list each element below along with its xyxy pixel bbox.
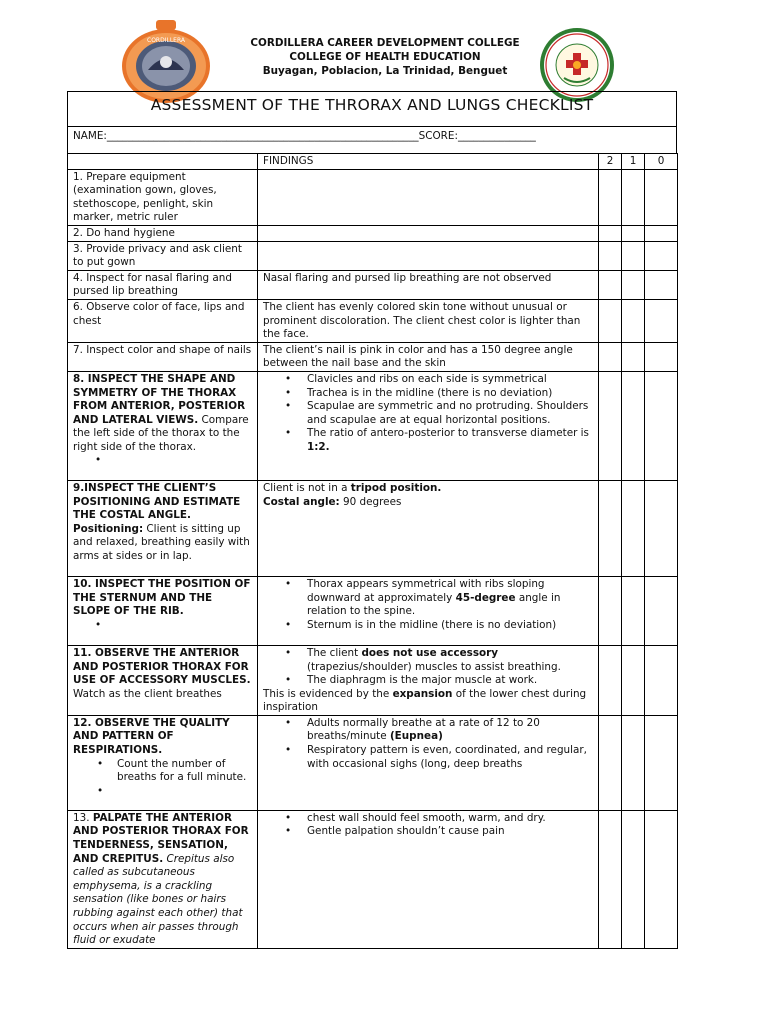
finding-item	[307, 578, 593, 619]
checklist-table	[67, 153, 678, 949]
procedure-title: 8. INSPECT THE SHAPE AND SYMMETRY OF THE THORAX FROM ANTERIOR, POSTERIOR AND LATERAL VIEWS.	[73, 372, 246, 426]
score-0-cell[interactable]	[645, 371, 678, 480]
table-row	[68, 480, 678, 576]
positioning-label: Positioning:	[73, 522, 144, 535]
findings-cell	[258, 480, 599, 576]
score-2-cell[interactable]	[599, 576, 622, 645]
procedure-cell	[68, 480, 258, 576]
ratio-text: The ratio of antero-posterior to transverse diameter is	[307, 427, 589, 440]
procedure-title: 12. OBSERVE THE QUALITY AND PATTERN OF RESPIRATIONS.	[73, 716, 230, 757]
college-header	[220, 36, 550, 78]
score-0-cell[interactable]	[645, 645, 678, 715]
procedure-number: 13.	[73, 811, 93, 824]
score-0-cell[interactable]	[645, 715, 678, 810]
findings-cell: The client’s nail is pink in color and has a 150 degree angle between the nail base and the skin	[258, 342, 599, 371]
score-1-cell[interactable]	[622, 241, 645, 270]
score-2-cell[interactable]	[599, 299, 622, 342]
procedure-text: Watch as the client breathes	[73, 687, 222, 700]
score-2-cell[interactable]	[599, 270, 622, 299]
table-row	[68, 576, 678, 645]
findings-cell: Nasal flaring and pursed lip breathing are not observed	[258, 270, 599, 299]
score-1-cell[interactable]	[622, 225, 645, 241]
findings-header: FINDINGS	[258, 154, 599, 170]
score-1-cell[interactable]	[622, 645, 645, 715]
finding-line	[263, 688, 593, 715]
score-1-cell[interactable]	[622, 270, 645, 299]
score-1-cell[interactable]	[622, 810, 645, 948]
score-2-cell[interactable]	[599, 645, 622, 715]
costal-angle-value: 90 degrees	[339, 495, 402, 508]
checklist-header-frame	[67, 91, 677, 153]
finding-item: • Gentle palpation shouldn’t cause pain	[307, 825, 593, 839]
table-row	[68, 270, 678, 299]
findings-cell	[258, 169, 599, 225]
score-header-2: 2	[599, 154, 622, 170]
findings-list	[263, 812, 593, 839]
procedure-cell: 2. Do hand hygiene	[68, 225, 258, 241]
procedure-cell: 4. Inspect for nasal flaring and pursed lip breathing	[68, 270, 258, 299]
procedure-cell: 7. Inspect color and shape of nails	[68, 342, 258, 371]
score-1-cell[interactable]	[622, 480, 645, 576]
findings-list	[263, 717, 593, 771]
crepitus-definition: Crepitus also called as subcutaneous emphysema, is a crackling sensation (like bones or hairs rubbing against each other) that occurs when air passes through fluid or exudate	[73, 852, 243, 947]
finding-emphasis: tripod position.	[350, 481, 442, 494]
score-1-cell[interactable]	[622, 342, 645, 371]
costal-angle-label: Costal angle:	[263, 495, 340, 508]
findings-cell: The client has evenly colored skin tone without unusual or prominent discoloration. The client chest color is lighter than the face.	[258, 299, 599, 342]
score-1-cell[interactable]	[622, 299, 645, 342]
procedure-title: PALPATE THE ANTERIOR AND POSTERIOR THORAX FOR TENDERNESS, SENSATION, AND CREPITUS.	[73, 811, 249, 865]
score-0-cell[interactable]	[645, 810, 678, 948]
procedure-cell	[68, 810, 258, 948]
score-0-cell[interactable]	[645, 169, 678, 225]
procedure-cell	[68, 645, 258, 715]
score-header-0: 0	[645, 154, 678, 170]
score-0-cell[interactable]	[645, 299, 678, 342]
score-header-1: 1	[622, 154, 645, 170]
procedure-list	[73, 758, 252, 785]
empty-bullet: •	[95, 454, 102, 467]
score-2-cell[interactable]	[599, 169, 622, 225]
score-2-cell[interactable]	[599, 225, 622, 241]
finding-text: Adults normally breathe at a rate of 12 to 20 breaths/minute	[307, 716, 540, 743]
score-2-cell[interactable]	[599, 241, 622, 270]
findings-list	[263, 373, 593, 455]
empty-bullet: •	[95, 618, 102, 631]
finding-item: • Sternum is in the midline (there is no deviation)	[307, 619, 593, 633]
procedure-cell: 6. Observe color of face, lips and chest	[68, 299, 258, 342]
score-2-cell[interactable]	[599, 342, 622, 371]
checklist-title: ASSESSMENT OF THE THRORAX AND LUNGS CHECKLIST	[150, 96, 594, 114]
score-1-cell[interactable]	[622, 169, 645, 225]
divider	[68, 126, 676, 127]
table-row	[68, 241, 678, 270]
finding-item: • Respiratory pattern is even, coordinated, and regular, with occasional sighs (long, deep breaths	[307, 744, 593, 771]
table-row	[68, 299, 678, 342]
score-1-cell[interactable]	[622, 576, 645, 645]
findings-cell	[258, 241, 599, 270]
score-0-cell[interactable]	[645, 241, 678, 270]
procedure-title: 9.INSPECT THE CLIENT’S POSITIONING AND ESTIMATE THE COSTAL ANGLE.	[73, 481, 241, 522]
score-0-cell[interactable]	[645, 480, 678, 576]
procedure-cell	[68, 371, 258, 480]
table-row	[68, 715, 678, 810]
table-row	[68, 810, 678, 948]
finding-item: • chest wall should feel smooth, warm, and dry.	[307, 812, 593, 826]
findings-cell	[258, 225, 599, 241]
procedure-cell	[68, 576, 258, 645]
finding-text: Thorax appears symmetrical with ribs sloping downward at approximately	[307, 577, 545, 604]
finding-item: • Trachea is in the midline (there is no deviation)	[307, 387, 593, 401]
findings-list	[263, 647, 593, 688]
finding-item: • The diaphragm is the major muscle at work.	[307, 674, 593, 688]
procedure-title: 11. OBSERVE THE ANTERIOR AND POSTERIOR THORAX FOR USE OF ACCESSORY MUSCLES.	[73, 646, 251, 687]
finding-text: angle in relation to the spine.	[307, 591, 561, 618]
score-0-cell[interactable]	[645, 225, 678, 241]
procedure-text: Client is sitting up and relaxed, breathing easily with arms at sides or in lap.	[73, 522, 250, 562]
score-0-cell[interactable]	[645, 342, 678, 371]
ratio-value: 1:2.	[307, 440, 330, 453]
procedure-title: 10. INSPECT THE POSITION OF THE STERNUM AND THE SLOPE OF THE RIB.	[73, 577, 251, 618]
finding-emphasis: 45-degree	[455, 591, 516, 604]
procedure-header-cell	[68, 154, 258, 170]
score-2-cell[interactable]	[599, 715, 622, 810]
table-row	[68, 371, 678, 480]
table-row	[68, 342, 678, 371]
table-header-row	[68, 154, 678, 170]
finding-item: • Clavicles and ribs on each side is symmetrical	[307, 373, 593, 387]
score-2-cell[interactable]	[599, 810, 622, 948]
finding-item	[307, 427, 593, 454]
finding-item	[307, 647, 593, 674]
college-address: Buyagan, Poblacion, La Trinidad, Benguet	[262, 65, 508, 77]
procedure-cell	[68, 715, 258, 810]
finding-line	[263, 496, 593, 510]
college-name: CORDILLERA CAREER DEVELOPMENT COLLEGE	[250, 37, 520, 49]
findings-cell	[258, 576, 599, 645]
procedure-text: Compare the left side of the thorax to the right side of the thorax.	[73, 413, 249, 453]
finding-line	[263, 482, 593, 496]
score-0-cell[interactable]	[645, 270, 678, 299]
findings-cell	[258, 371, 599, 480]
findings-cell	[258, 645, 599, 715]
finding-text: The client	[307, 646, 362, 659]
score-2-cell[interactable]	[599, 480, 622, 576]
finding-text: (trapezius/shoulder) muscles to assist breathing.	[307, 660, 561, 673]
score-2-cell[interactable]	[599, 371, 622, 480]
finding-text: of the lower chest during inspiration	[263, 687, 587, 714]
findings-list	[263, 578, 593, 632]
table-row	[68, 169, 678, 225]
finding-item: • Scapulae are symmetric and no protruding. Shoulders and scapulae are at equal horizontal positions.	[307, 400, 593, 427]
finding-text: Client is not in a	[263, 481, 351, 494]
finding-emphasis: expansion	[392, 687, 453, 700]
finding-item	[307, 717, 593, 744]
department-name: COLLEGE OF HEALTH EDUCATION	[289, 51, 481, 63]
table-row	[68, 645, 678, 715]
findings-cell	[258, 715, 599, 810]
svg-text:CORDILLERA: CORDILLERA	[147, 37, 185, 44]
score-1-cell[interactable]	[622, 715, 645, 810]
findings-cell	[258, 810, 599, 948]
finding-emphasis: (Eupnea)	[389, 730, 443, 743]
table-row	[68, 225, 678, 241]
procedure-cell: 3. Provide privacy and ask client to put gown	[68, 241, 258, 270]
procedure-cell: 1. Prepare equipment (examination gown, gloves, stethoscope, penlight, skin marker, metric ruler	[68, 169, 258, 225]
finding-emphasis: does not use accessory	[361, 646, 499, 659]
name-score-field[interactable]: NAME:____________________________________________________________SCORE:_______________	[73, 130, 536, 142]
procedure-item: • Count the number of breaths for a full minute.	[117, 758, 252, 785]
score-1-cell[interactable]	[622, 371, 645, 480]
finding-text: This is evidenced by the	[263, 687, 393, 700]
score-0-cell[interactable]	[645, 576, 678, 645]
